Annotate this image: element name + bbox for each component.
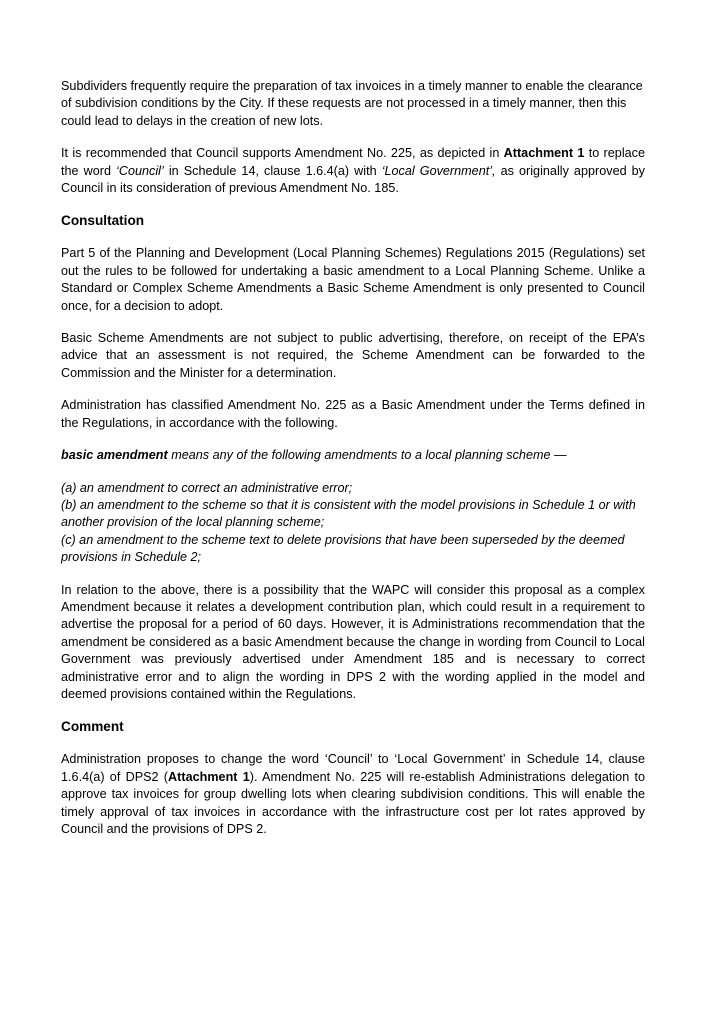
comment-text-part-2: ). Amendment No. 225 will re-establish Administrations delegation to approve tax invoices for group dwelling lots when clearing subdivision conditions. This will enable the timely approval of tax invoices in accordance with the infrastructure cost per lot rates approved by Council and the provisions of DPS 2. [61, 769, 646, 836]
basic-amendment-definition-text: means any of the following amendments to a local planning scheme — [167, 448, 567, 463]
clause-item-b: (b) an amendment to the scheme so that it is consistent with the model provisions in Schedule 1 or with another provision of the local planning scheme; [61, 497, 636, 530]
recommendation-text-part-2: to replace the word [61, 146, 646, 178]
paragraph-basic-amendment-definition [61, 447, 645, 464]
paragraph-subdividers: Subdividers frequently require the preparation of tax invoices in a timely manner to enable the clearance of subdivision conditions by the City. If these requests are not processed in a timely manner, then this could lead to delays in the creation of new lots. [61, 79, 643, 128]
comment-text-part-1: Administration proposes to change the word ‘Council’ to ‘Local Government’ in Schedule 14, clause 1.6.4(a) of DPS2 ( [61, 752, 645, 784]
paragraph-comment-proposal [61, 751, 645, 838]
paragraph-basic-scheme-advertising: Basic Scheme Amendments are not subject to public advertising, therefore, on receipt of the EPA’s advice that an assessment is not required, the Scheme Amendment can be forwarded to the Commission and the Minister for a determination. [61, 331, 645, 380]
paragraph-wapc-consideration: In relation to the above, there is a possibility that the WAPC will consider this proposal as a complex Amendment because it relates a development contribution plan, which could result in a requirement to advertise the proposal for a period of 60 days. However, it is Administrations recommendation that the amendment be considered as a basic Amendment because the change in wording from Council to Local Government was previously advertised under Amendment 185 and is necessary to correct administrative error and to align the wording in DPS 2 with the wording applied in the model and deemed provisions contained within the Regulations. [61, 582, 645, 701]
paragraph-classification: Administration has classified Amendment No. 225 as a Basic Amendment under the Terms defined in the Regulations, in accordance with the following. [61, 398, 645, 430]
clause-item-a: (a) an amendment to correct an administrative error; [61, 480, 353, 495]
paragraph-regulations-part5: Part 5 of the Planning and Development (Local Planning Schemes) Regulations 2015 (Regulations) set out the rules to be followed for undertaking a basic amendment to a Local Planning Scheme. Unlike a Standard or Complex Scheme Amendments a Basic Scheme Amendment is only presented to Council once, for a decision to adopt. [61, 246, 645, 313]
recommendation-text-part-3: in Schedule 14, clause 1.6.4(a) with [163, 163, 382, 178]
council-term-italic: ‘Council’ [116, 163, 164, 178]
recommendation-text-part-1: It is recommended that Council supports Amendment No. 225, as depicted in [61, 146, 504, 161]
local-government-term-italic: ‘Local Government’, [381, 163, 496, 178]
heading-comment: Comment [61, 719, 124, 735]
paragraph-recommendation [61, 145, 645, 197]
recommendation-text-part-4: as originally approved by Council in its consideration of previous Amendment No. 185. [61, 163, 645, 196]
document-body [61, 78, 645, 853]
clause-item-c: (c) an amendment to the scheme text to delete provisions that have been superseded by the deemed provisions in Schedule 2; [61, 532, 625, 565]
heading-consultation: Consultation [61, 213, 145, 229]
comment-attachment-reference-bold: Attachment 1 [168, 769, 250, 784]
basic-amendment-term: basic amendment [61, 448, 168, 463]
attachment-reference-bold: Attachment 1 [503, 146, 585, 161]
amendment-clause-list [61, 480, 645, 567]
